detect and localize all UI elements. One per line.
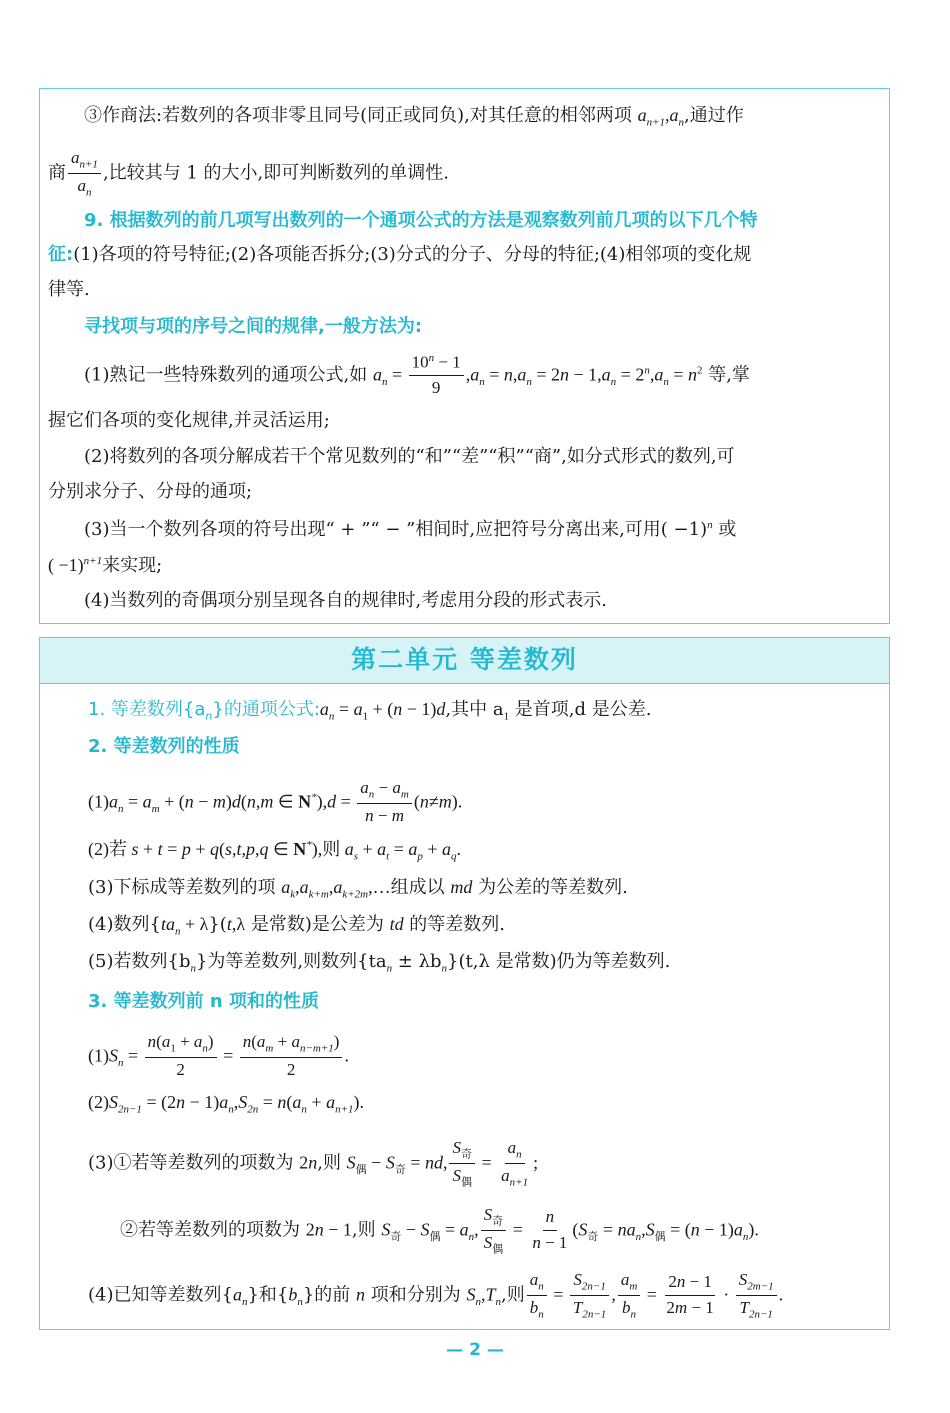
fraction-an-an1: $\frac{a_n}{a_{n+1}}$ [501, 1138, 529, 1189]
sum-property-2: $(2)S_{2n-1} = (2n - 1)a_n,S_{2n} = n(a_n + a_{n+1})$. [88, 1092, 364, 1116]
property-5: (5)若数列$\{b_n\}$为等差数列,则数列$\{ta_n \pm \lambda b_n\}(t,\lambda$ 是常数)仍为等差数列. [88, 951, 671, 975]
paragraph-quotient-method-2 [48, 148, 449, 199]
property-4: (4)数列$\{ta_n + \lambda\}(t,\lambda$ 是常数)是公差为 td 的等差数列. [88, 914, 506, 938]
item9-heading: 9. 根据数列的前几项写出数列的一个通项公式的方法是观察数列前几项的以下几个特 [84, 210, 758, 231]
property-2: (2)若 s + t = p + q(s,t,p,q ∈ N*),则 $a_s + a_t = a_p + a_q$. [88, 839, 462, 863]
paragraph-sign: (3)当一个数列各项的符号出现“ + ”“ − ”相间时,应把符号分离出来,可用( −1)$^n$ 或 [84, 519, 737, 540]
fraction-sn-2: $\frac{n(a_m + a_{n-m+1})}{2}$ [240, 1032, 343, 1081]
text: 或 [712, 519, 737, 540]
fraction-odd-even: $\frac{S_奇}{S_偶}$ [449, 1138, 475, 1189]
property-3: (3)下标成等差数列的项 $a_k,a_{k+m},a_{k+2m},\dots$组成以 md 为公差的等差数列. [88, 877, 628, 901]
item2-heading: 2. 等差数列的性质 [88, 736, 240, 757]
fraction-an1-over-an: $\frac{a_{n+1}}{a_n}$ [68, 148, 101, 199]
paragraph-special-sequences-2: 握它们各项的变化规律,并灵活运用; [48, 410, 330, 431]
text: ,比较其与 1 的大小,即可判断数列的单调性. [102, 162, 449, 184]
paragraph-quotient-method: ③作商法:若数列的各项非零且同号(同正或同负),对其任意的相邻两项 $a_{n+1},a_n$,通过作 [84, 105, 744, 129]
paragraph-sign-2: ( −1)$^{n+1}$来实现; [48, 555, 163, 576]
text: }(t,λ 是常数)仍为等差数列. [447, 951, 671, 972]
text: }为等差数列,则数列{ta [195, 951, 387, 972]
page-number: — 2 — [446, 1340, 504, 1360]
text: (1)熟记一些特殊数列的通项公式,如 [84, 364, 373, 386]
text: ,通过作 [684, 105, 744, 126]
item3-heading: 3. 等差数列前 n 项和的性质 [88, 991, 319, 1012]
property-1: $(1)a_n = a_m + (n - m)d(n,m$ ∈ N*),d = $\frac{a_n - a_m}{n - m}$ (n≠m). [88, 778, 463, 826]
fraction-an-bn: $\frac{a_n}{b_n}$ [527, 1270, 547, 1321]
paragraph-decompose: (2)将数列的各项分解成若干个常见数列的“和”“差”“积”“商”,如分式形式的数列,可 [84, 446, 735, 467]
sum-property-3b: ②若等差数列的项数为 2n − 1,则 $S_奇 - S_偶 = a_n$, $\frac{S_奇}{S_偶}$ = $\frac{n}{n - 1}$ $(S_奇 = na_n,S_偶 = (n - 1)a_n)$. [120, 1205, 759, 1256]
text: 商 [48, 162, 66, 184]
text: 是首项,d 是公差. [509, 699, 652, 720]
text: ,其中 a [445, 699, 504, 720]
fraction-s-t: $\frac{S_{2n-1}}{T_{2n-1}}$ [570, 1270, 609, 1321]
text: ± λb [392, 951, 442, 972]
rule-heading: 寻找项与项的序号之间的规律,一般方法为: [84, 316, 423, 337]
fraction-10n-minus-1-over-9: $\frac{10^n - 1}{9}$ [409, 352, 464, 399]
item9-line2 [48, 246, 751, 264]
paragraph-odd-even: (4)当数列的奇偶项分别呈现各自的规律时,考虑用分段的形式表示. [84, 590, 607, 611]
unit2-title: 第二单元 等差数列 [40, 638, 889, 684]
sum-property-4: (4)已知等差数列$\{a_n\}$和$\{b_n\}$的前 n 项和分别为 $S_n,T_n$,则 $\frac{a_n}{b_n}$ = $\frac{S_{2n-1}}{T_{2n-1}}$ , $\frac{a_m}{b_n}$ = $\frac{2n - 1}{2m - 1}$ · $\frac{S_{2m-1}}{T_{2n-1}}$ . [88, 1270, 784, 1321]
fraction-sn-1: $\frac{n(a_1 + a_n)}{2}$ [145, 1032, 217, 1081]
text: }的通项公式: [212, 699, 320, 720]
fraction-n-n1: $\frac{n}{n - 1}$ [532, 1207, 568, 1253]
fraction-2n-2m: $\frac{2n - 1}{2m - 1}$ [666, 1272, 714, 1318]
paragraph-special-sequences: (1)熟记一些特殊数列的通项公式,如 $a_n$ = $\frac{10^n - 1}{9}$ $,a_n = n,a_n = 2n - 1,a_n = 2^n,a_n = n^2$ 等,掌 [84, 352, 750, 398]
text: 等,掌 [702, 364, 750, 386]
fraction-am-bn: $\frac{a_m}{b_n}$ [618, 1270, 640, 1321]
paragraph-decompose-2: 分别求分子、分母的通项; [48, 481, 253, 502]
sum-property-1: $(1)S_n$ = $\frac{n(a_1 + a_n)}{2}$ = $\frac{n(a_m + a_{n-m+1})}{2}$ . [88, 1032, 349, 1080]
fraction-odd-even-2: $\frac{S_奇}{S_偶}$ [481, 1205, 507, 1256]
text: 征: [48, 244, 74, 265]
fraction-s2m-t2n: $\frac{S_{2m-1}}{T_{2n-1}}$ [736, 1270, 777, 1321]
text: 来实现; [102, 555, 163, 576]
item9-line3: 律等. [48, 279, 90, 300]
item1-general-term: 1. 等差数列$\{a_n\}$的通项公式$:a_n = a_1 + (n - 1)d$,其中 $a_1$ 是首项,d 是公差. [88, 699, 652, 723]
text: (5)若数列{b [88, 951, 191, 972]
text: (1)各项的符号特征;(2)各项能否拆分;(3)分式的分子、分母的特征;(4)相邻项的变化规 [73, 244, 752, 265]
sum-property-3a: (3)①若等差数列的项数为 2n,则 $S_偶 - S_奇$ = nd, $\frac{S_奇}{S_偶}$ = $\frac{a_n}{a_{n+1}}$ ; [88, 1138, 539, 1189]
text: ③作商法:若数列的各项非零且同号(同正或同负),对其任意的相邻两项 [84, 105, 638, 126]
text: 1. 等差数列{a [88, 699, 206, 720]
fraction-d: $\frac{a_n - a_m}{n - m}$ [357, 778, 412, 827]
text: (3)当一个数列各项的符号出现“ + ”“ − ”相间时,应把符号分离出来,可用( −1) [84, 519, 708, 540]
